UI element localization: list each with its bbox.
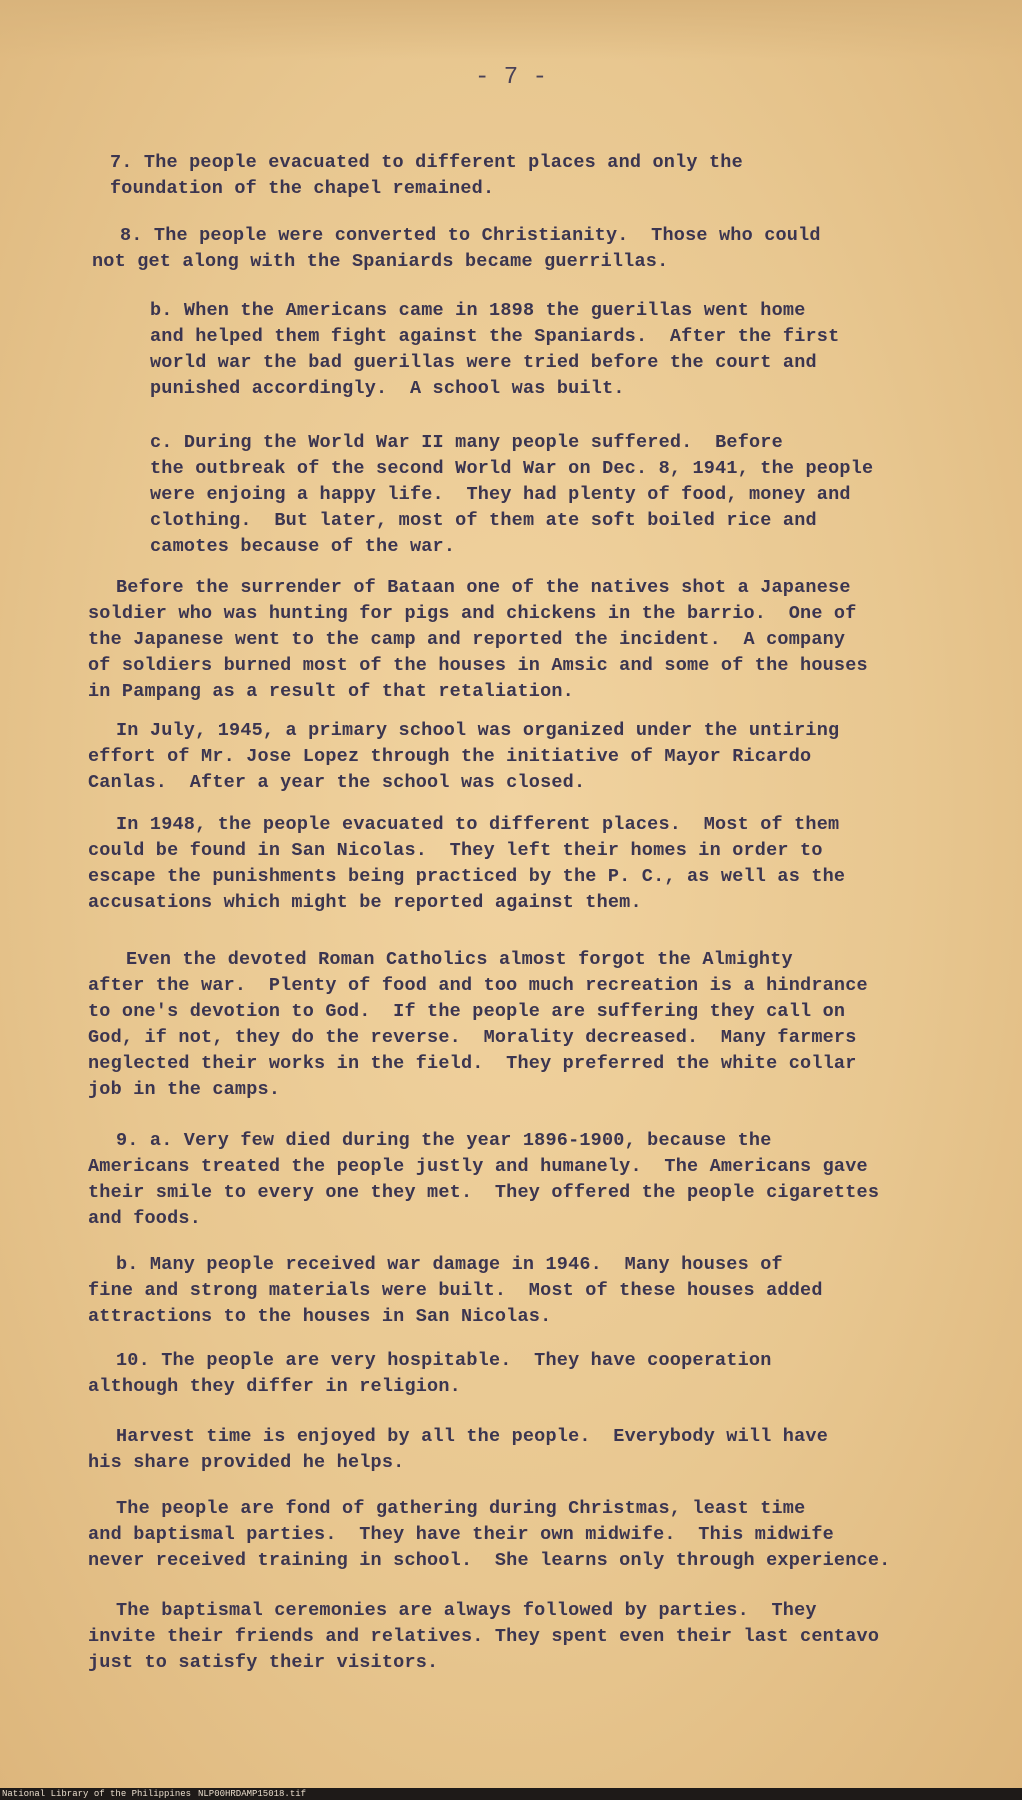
text-line: invite their friends and relatives. They spent even their last centavo [88, 1626, 880, 1647]
paragraph-9a [88, 1128, 879, 1232]
text-line: to one's devotion to God. If the people are suffering they call on [88, 1001, 846, 1022]
text-line: after the war. Plenty of food and too much recreation is a hindrance [88, 975, 868, 996]
text-line: 9. a. Very few died during the year 1896-1900, because the [116, 1130, 772, 1151]
text-line: effort of Mr. Jose Lopez through the initiative of Mayor Ricardo [88, 746, 812, 767]
text-line: b. Many people received war damage in 1946. Many houses of [116, 1254, 783, 1275]
text-line: although they differ in religion. [88, 1376, 461, 1397]
text-line: God, if not, they do the reverse. Morality decreased. Many farmers [88, 1027, 857, 1048]
page-edge-shade [0, 0, 1022, 60]
text-line: accusations which might be reported against them. [88, 892, 642, 913]
text-line: and foods. [88, 1208, 202, 1229]
text-line: his share provided he helps. [88, 1452, 405, 1473]
paragraph-july-1945 [88, 718, 839, 796]
text-line: were enjoing a happy life. They had plenty of food, money and [150, 484, 851, 505]
text-line: neglected their works in the field. They preferred the white collar [88, 1053, 857, 1074]
paragraph-8c [150, 430, 873, 560]
page-number: - 7 - [474, 64, 547, 91]
text-line: Canlas. After a year the school was closed. [88, 772, 586, 793]
paragraph-10 [88, 1348, 772, 1400]
paragraph-harvest [88, 1424, 828, 1476]
text-line: Harvest time is enjoyed by all the people. Everybody will have [116, 1426, 829, 1447]
text-line: soldier who was hunting for pigs and chickens in the barrio. One of [88, 603, 857, 624]
footer-file-label: NLP00HRDAMP15018.tif [198, 1789, 307, 1799]
text-line: foundation of the chapel remained. [110, 178, 495, 199]
text-line: 8. The people were converted to Christianity. Those who could [120, 225, 821, 246]
text-line: 7. The people evacuated to different places and only the [110, 152, 743, 173]
paragraph-devotion [88, 947, 868, 1103]
paragraph-bataan [88, 575, 868, 705]
paragraph-1948 [88, 812, 845, 916]
text-line: escape the punishments being practiced by the P. C., as well as the [88, 866, 846, 887]
text-line: Even the devoted Roman Catholics almost forgot the Almighty [126, 949, 793, 970]
text-line: c. During the World War II many people suffered. Before [150, 432, 783, 453]
text-line: clothing. But later, most of them ate soft boiled rice and [150, 510, 817, 531]
text-line: In July, 1945, a primary school was organized under the untiring [116, 720, 840, 741]
text-line: the Japanese went to the camp and reported the incident. A company [88, 629, 846, 650]
paragraph-8 [92, 223, 821, 275]
text-line: in Pampang as a result of that retaliation. [88, 681, 574, 702]
text-line: and helped them fight against the Spaniards. After the first [150, 326, 840, 347]
paragraph-7 [110, 150, 743, 202]
text-line: just to satisfy their visitors. [88, 1652, 439, 1673]
text-line: never received training in school. She learns only through experience. [88, 1550, 891, 1571]
text-line: 10. The people are very hospitable. They have cooperation [116, 1350, 772, 1371]
text-line: b. When the Americans came in 1898 the guerillas went home [150, 300, 806, 321]
text-line: In 1948, the people evacuated to different places. Most of them [116, 814, 840, 835]
text-line: and baptismal parties. They have their own midwife. This midwife [88, 1524, 834, 1545]
text-line: job in the camps. [88, 1079, 281, 1100]
text-line: fine and strong materials were built. Most of these houses added [88, 1280, 823, 1301]
text-line: punished accordingly. A school was built. [150, 378, 625, 399]
text-line: could be found in San Nicolas. They left their homes in order to [88, 840, 823, 861]
text-line: The baptismal ceremonies are always followed by parties. They [116, 1600, 817, 1621]
text-line: Americans treated the people justly and humanely. The Americans gave [88, 1156, 868, 1177]
paragraph-9b [88, 1252, 823, 1330]
footer-library-label: National Library of the Philippines [2, 1789, 192, 1799]
text-line: The people are fond of gathering during Christmas, least time [116, 1498, 806, 1519]
text-line: the outbreak of the second World War on Dec. 8, 1941, the people [150, 458, 874, 479]
text-line: world war the bad guerillas were tried before the court and [150, 352, 817, 373]
text-line: not get along with the Spaniards became guerrillas. [92, 251, 669, 272]
text-line: camotes because of the war. [150, 536, 456, 557]
text-line: attractions to the houses in San Nicolas. [88, 1306, 552, 1327]
paragraph-baptismal [88, 1598, 879, 1676]
text-line: of soldiers burned most of the houses in Amsic and some of the houses [88, 655, 868, 676]
text-line: Before the surrender of Bataan one of the natives shot a Japanese [116, 577, 851, 598]
text-line: their smile to every one they met. They offered the people cigarettes [88, 1182, 880, 1203]
paragraph-gatherings [88, 1496, 890, 1574]
paragraph-8b [150, 298, 839, 402]
